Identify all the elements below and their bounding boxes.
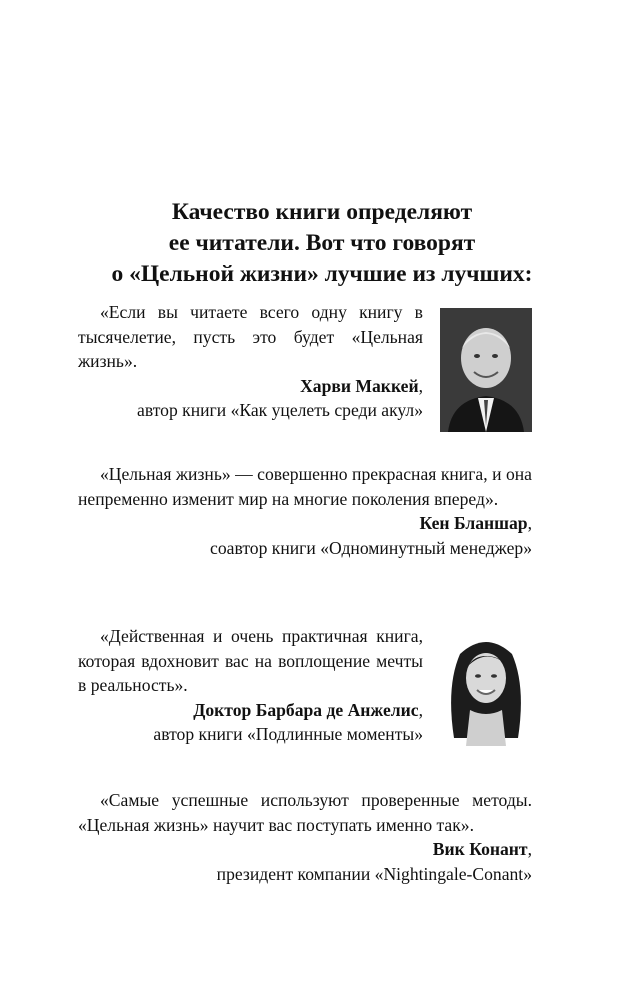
- testimonial-4: [78, 788, 532, 886]
- title-line-3: о «Цельной жизни» лучшие из лучших:: [111, 261, 533, 287]
- title-line-1: Качество книги определяют: [171, 199, 473, 225]
- quote-text: «Цельная жизнь» — совершенно прекрасная книга, и она непременно изменит мир на многие поколения вперед».: [78, 464, 532, 509]
- quote-text: «Самые успешные используют проверенные методы. «Цельная жизнь» научит вас поступать именно так».: [78, 790, 532, 835]
- quote-author: Кен Бланшар,: [419, 513, 532, 533]
- author-photo-man: [440, 308, 532, 432]
- quote-text: «Действенная и очень практичная книга, которая вдохновит вас на воплощение мечты в реальность».: [78, 626, 423, 695]
- author-work: автор книги «Подлинные моменты»: [153, 724, 423, 744]
- author-name: Харви Маккей: [300, 375, 419, 396]
- author-photo-woman: [440, 626, 532, 746]
- author-work: автор книги «Как уцелеть среди акул»: [137, 400, 423, 420]
- author-work: президент компании «Nightingale-Conant»: [216, 863, 532, 884]
- author-name: Вик Конант: [432, 839, 528, 859]
- testimonial-3: [78, 624, 423, 747]
- page-title: [0, 197, 644, 290]
- portrait-man-icon: [440, 308, 532, 432]
- author-work: соавтор книги «Одноминутный менеджер»: [210, 537, 532, 558]
- title-line-2: ее читатели. Вот что говорят: [168, 230, 476, 256]
- portrait-woman-icon: [440, 626, 532, 746]
- author-name: Кен Бланшар: [419, 513, 528, 533]
- quote-author: Харви Маккей,: [300, 375, 423, 396]
- author-name: Доктор Барбара де Анжелис: [193, 699, 419, 720]
- testimonial-1: [78, 300, 423, 423]
- quote-author: Вик Конант,: [432, 839, 532, 859]
- quote-author: Доктор Барбара де Анжелис,: [193, 699, 423, 720]
- quote-text: «Если вы читаете всего одну книгу в тысячелетие, пусть это будет «Цельная жизнь».: [78, 302, 423, 371]
- testimonial-2: [78, 462, 532, 560]
